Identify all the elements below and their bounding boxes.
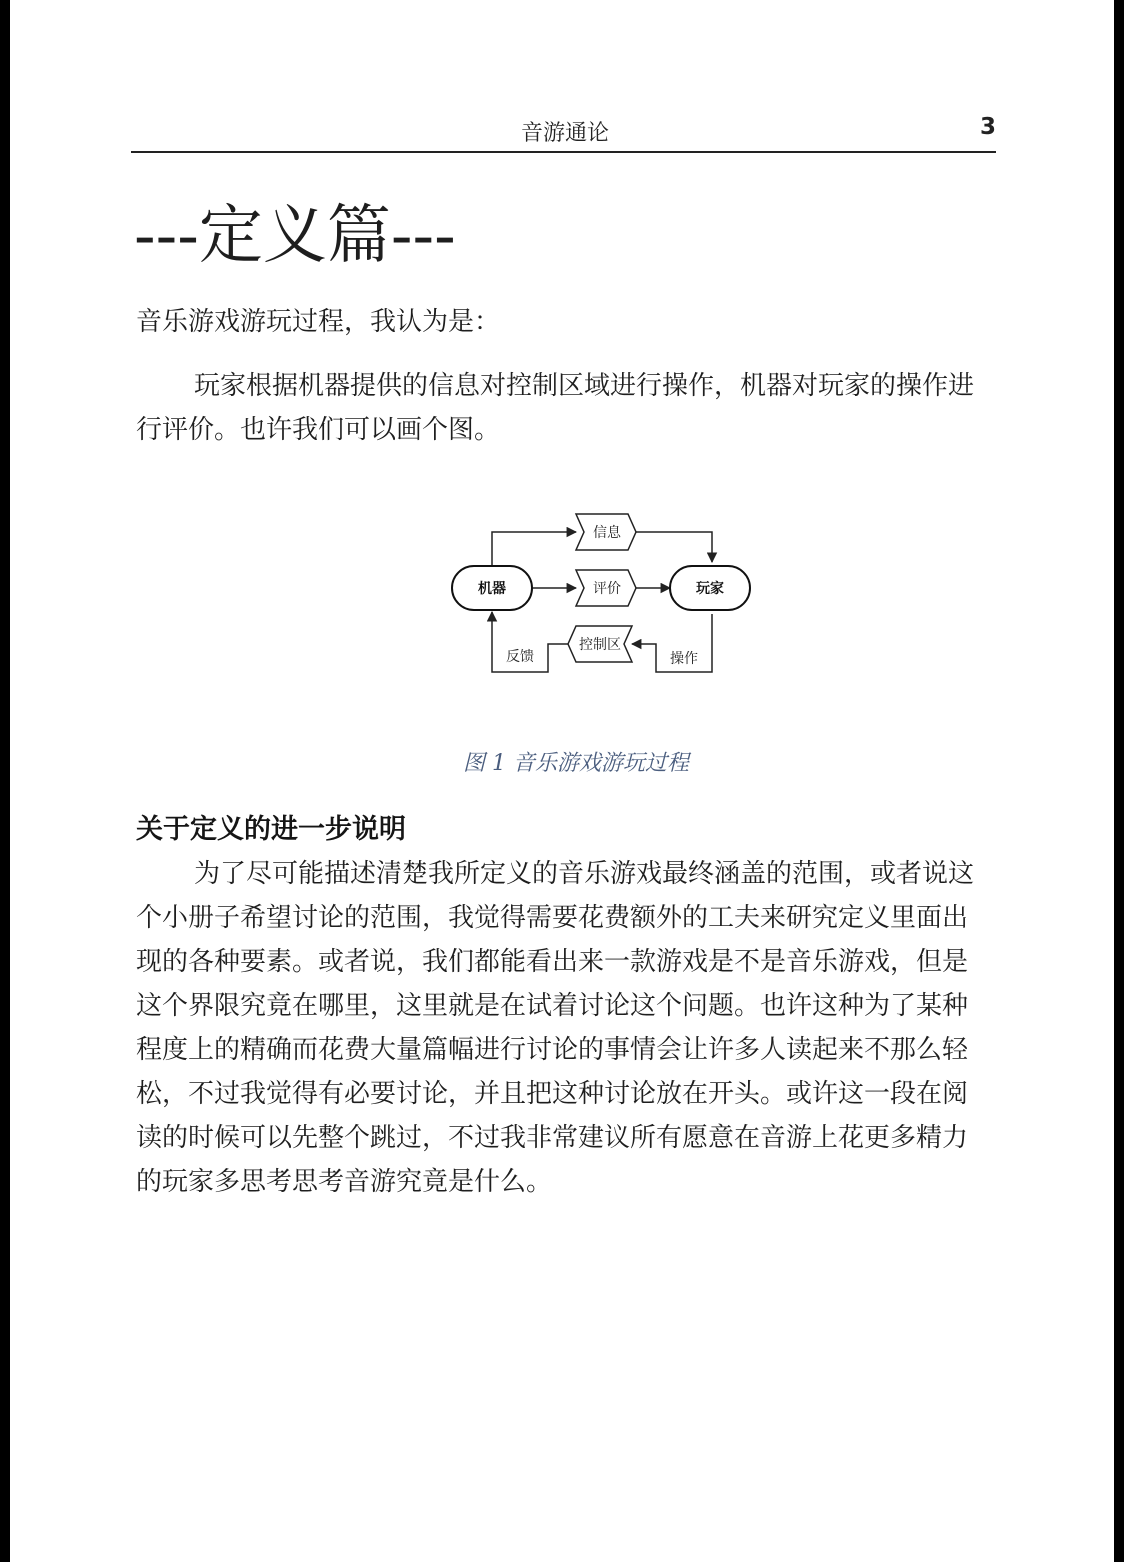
machine-node-label: 机器 [478,581,506,597]
header-rule [131,151,996,153]
player-node-label: 玩家 [696,581,724,597]
section-paragraph: 为了尽可能描述清楚我所定义的音乐游戏最终涵盖的范围，或者说这个小册子希望讨论的范围，我觉得需要花费额外的工夫来研究定义里面出现的各种要素。或者说，我们都能看出来一款游戏是不是音乐游戏，但是这个界限究竟在哪里，这里就是在试着讨论这个问题。也许这种为了某种程度上的精确而花费大量篇幅进行讨论的事情会让许多人读起来不那么轻松，不过我觉得有必要讨论，并且把这种讨论放在开头。或许这一段在阅读的时候可以先整个跳过，不过我非常建议所有愿意在音游上花更多精力的玩家多思考思考音游究竟是什么。 [136,859,975,1197]
intro-paragraph: 音乐游戏游玩过程，我认为是： [136,307,501,337]
definition-paragraph: 玩家根据机器提供的信息对控制区域进行操作，机器对玩家的操作进行评价。也许我们可以画个图。 [136,371,975,445]
figure-caption: 图 1 音乐游戏游玩过程 [463,751,689,776]
chapter-title: ---定义篇--- [134,199,456,273]
running-header-title: 音游通论 [520,121,609,146]
right-screen-border [1114,0,1124,1562]
control-area-node-label: 控制区 [579,637,621,653]
operation-edge-label: 操作 [670,651,698,667]
feedback-edge-label: 反馈 [506,649,534,665]
gameplay-process-diagram [436,506,756,680]
connector-machine-to-info [492,532,576,566]
info-node-label: 信息 [593,525,621,541]
left-screen-border [0,0,10,1562]
section-heading: 关于定义的进一步说明 [136,814,406,845]
page-number: 3 [979,114,996,140]
evaluation-node-label: 评价 [593,581,621,597]
connector-info-to-player [636,532,712,562]
